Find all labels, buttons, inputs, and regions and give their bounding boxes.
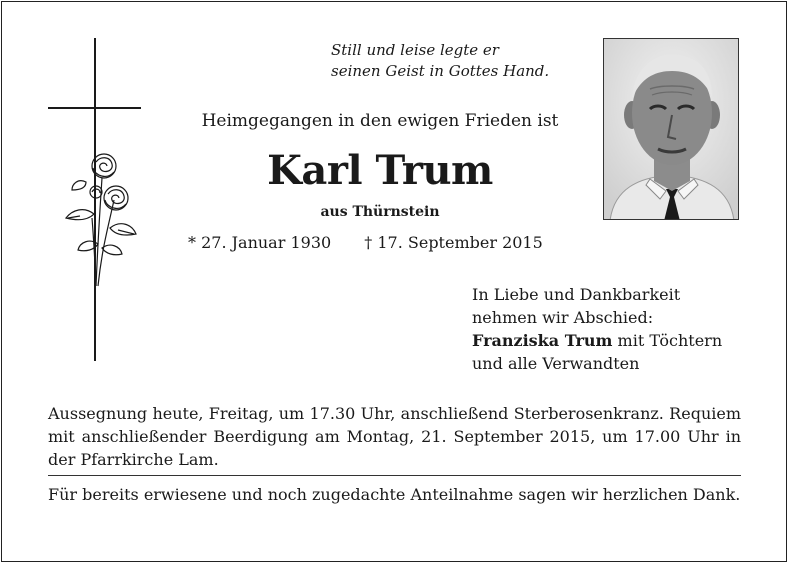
farewell-line-4: und alle Verwandten — [472, 354, 640, 373]
quote-line-1: Still und leise legte er — [331, 41, 499, 59]
portrait-icon — [604, 39, 739, 220]
farewell-line-3 — [472, 329, 752, 352]
divider-line — [48, 475, 741, 476]
deceased-name: Karl Trum — [267, 147, 493, 194]
thanks-text: Für bereits erwiesene und noch zugedachte Anteilnahme sagen wir herzlichen Dank. — [48, 485, 741, 504]
birth-date: * 27. Januar 1930 — [188, 233, 332, 252]
farewell-line-1: In Liebe und Dankbarkeit — [472, 285, 681, 304]
mourner-name: Franziska Trum — [472, 331, 613, 350]
service-info: Aussegnung heute, Freitag, um 17.30 Uhr, anschließend Sterberosenkranz. Requiem mit anschließender Beerdigung am Montag, 21. September 2015, um 17.00 Uhr in der Pfarrkirche Lam. — [48, 404, 741, 469]
death-date: † 17. September 2015 — [364, 233, 543, 252]
bible-quote — [331, 40, 591, 82]
deceased-origin: aus Thürnstein — [320, 204, 440, 220]
intro-text: Heimgegangen in den ewigen Frieden ist — [201, 111, 559, 131]
farewell-line-2: nehmen wir Abschied: — [472, 308, 654, 327]
quote-line-2: seinen Geist in Gottes Hand. — [331, 62, 550, 80]
farewell-block — [472, 283, 752, 375]
portrait-photo — [603, 38, 739, 220]
mourner-relatives: mit Töchtern — [612, 331, 723, 350]
roses-icon — [62, 148, 140, 288]
cross-horizontal-bar — [48, 107, 141, 109]
life-dates — [188, 232, 572, 254]
